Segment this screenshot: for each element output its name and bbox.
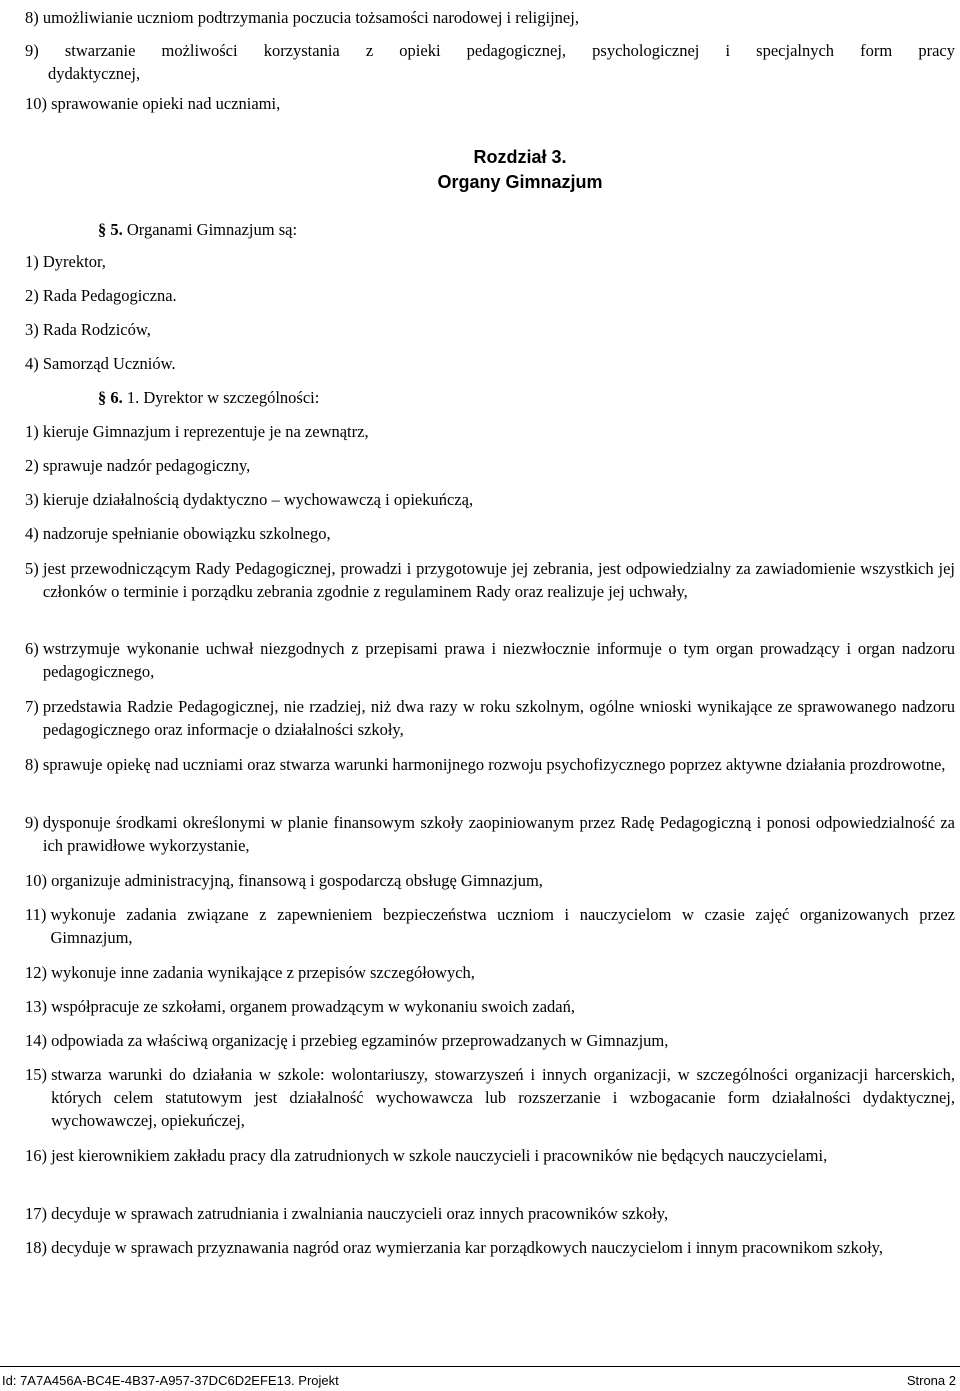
item-number: 5) <box>25 559 43 578</box>
footer-document-id: Id: 7A7A456A-BC4E-4B37-A957-37DC6D2EFE13. Projekt <box>2 1373 339 1388</box>
duty-item <box>25 1202 955 1225</box>
duty-item <box>25 1063 955 1132</box>
duty-item <box>25 903 955 949</box>
item-number: 1) <box>25 422 43 441</box>
duty-item <box>25 1029 955 1052</box>
list-item-9: 9) stwarzanie możliwości korzystania z opieki pedagogicznej, psychologicznej i specjalnych form pracy <box>25 41 955 60</box>
organ-item: 2) Rada Pedagogiczna. <box>25 286 177 305</box>
item-number: 7) <box>25 697 43 716</box>
item-text: stwarza warunki do działania w szkole: wolontariuszy, stowarzyszeń i innych organizacji, w szczególności organizacji harcerskich, których celem statutowym jest działalność wychowawcza lub rozszerzanie i wzbogacanie form działalności dydaktycznej, wychowawczej, opiekuńczej, <box>51 1065 955 1130</box>
duty-item <box>25 811 955 857</box>
duty-item <box>25 454 955 477</box>
item-text: jest przewodniczącym Rady Pedagogicznej, prowadzi i przygotowuje jej zebrania, jest odpowiedzialny za zawiadomienie wszystkich jej członków o terminie i porządku zebrania zgodnie z regulaminem Rady oraz realizuje jej uchwały, <box>42 559 955 601</box>
item-number: 12) <box>25 963 52 982</box>
item-text: kieruje Gimnazjum i reprezentuje je na zewnątrz, <box>42 422 369 441</box>
paragraph-6 <box>98 386 319 409</box>
duty-item <box>25 637 955 683</box>
item-number: 10) <box>25 871 52 890</box>
item-number: 4) <box>25 524 43 543</box>
duty-item <box>25 753 955 776</box>
duty-item <box>25 995 955 1018</box>
item-text: sprawuje nadzór pedagogiczny, <box>42 456 251 475</box>
paragraph-number: 6. <box>110 388 123 407</box>
chapter-title: Organy Gimnazjum <box>437 172 603 192</box>
item-text: organizuje administracyjną, finansową i gospodarczą obsługę Gimnazjum, <box>51 871 543 890</box>
item-text: współpracuje ze szkołami, organem prowadzącym w wykonaniu swoich zadań, <box>51 997 575 1016</box>
item-text: dysponuje środkami określonymi w planie finansowym szkoły zaopiniowanym przez Radę Pedagogiczną i ponosi odpowiedzialność za ich prawidłowe wykorzystanie, <box>42 813 955 855</box>
item-number: 17) <box>25 1204 52 1223</box>
paragraph-text: Organami Gimnazjum są: <box>126 220 298 239</box>
item-text: decyduje w sprawach zatrudniania i zwalniania nauczycieli oraz innych pracowników szkoły, <box>51 1204 669 1223</box>
duty-item <box>25 1236 955 1259</box>
paragraph-text: 1. Dyrektor w szczególności: <box>126 388 320 407</box>
duty-item <box>25 488 955 511</box>
item-text: przedstawia Radzie Pedagogicznej, nie rzadziej, niż dwa razy w roku szkolnym, ogólne wnioski wynikające ze sprawowanego nadzoru pedagogicznego oraz informacje o działalności szkoły, <box>42 697 955 739</box>
duty-item <box>25 961 955 984</box>
item-number: 9) <box>25 813 43 832</box>
item-number: 13) <box>25 997 52 1016</box>
footer-divider <box>0 1366 960 1367</box>
item-text: wstrzymuje wykonanie uchwał niezgodnych z przepisami prawa i niezwłocznie informuje o tym organ prowadzący i organ nadzoru pedagogicznego, <box>42 639 955 681</box>
organ-item: 1) Dyrektor, <box>25 252 106 271</box>
item-number: 18) <box>25 1238 52 1257</box>
item-number: 2) <box>25 456 43 475</box>
section-sign: § <box>98 388 107 407</box>
duty-item <box>25 869 955 892</box>
organ-item: 4) Samorząd Uczniów. <box>25 354 176 373</box>
list-item-8: 8) umożliwianie uczniom podtrzymania poczucia tożsamości narodowej i religijnej, <box>25 8 579 27</box>
item-text: kieruje działalnością dydaktyczno – wychowawczą i opiekuńczą, <box>42 490 474 509</box>
item-text: sprawuje opiekę nad uczniami oraz stwarza warunki harmonijnego rozwoju psychofizycznego poprzez aktywne działania prozdrowotne, <box>42 755 946 774</box>
item-number: 15) <box>25 1065 52 1084</box>
chapter-number: Rozdział 3. <box>473 147 567 167</box>
duty-item <box>25 522 955 545</box>
list-item-9-continuation: dydaktycznej, <box>48 64 141 83</box>
section-sign: § <box>98 220 107 239</box>
paragraph-5 <box>98 218 297 241</box>
duty-item <box>25 557 955 603</box>
item-number: 11) <box>25 905 51 924</box>
duty-item <box>25 420 955 443</box>
item-text: nadzoruje spełnianie obowiązku szkolnego, <box>42 524 331 543</box>
list-item-10: 10) sprawowanie opieki nad uczniami, <box>25 94 281 113</box>
duty-item <box>25 695 955 741</box>
item-text: wykonuje zadania związane z zapewnieniem bezpieczeństwa uczniom i nauczycielom w czasie zajęć organizowanych przez Gimnazjum, <box>50 905 955 947</box>
item-number: 8) <box>25 755 43 774</box>
item-text: odpowiada za właściwą organizację i przebieg egzaminów przeprowadzanych w Gimnazjum, <box>51 1031 669 1050</box>
item-text: wykonuje inne zadania wynikające z przepisów szczegółowych, <box>51 963 475 982</box>
item-number: 16) <box>25 1146 52 1165</box>
duty-item <box>25 1144 955 1167</box>
paragraph-number: 5. <box>110 220 123 239</box>
item-number: 6) <box>25 639 43 658</box>
footer-page-number: Strona 2 <box>906 1373 956 1388</box>
item-text: decyduje w sprawach przyznawania nagród oraz wymierzania kar porządkowych nauczycielom i innym pracownikom szkoły, <box>51 1238 883 1257</box>
item-text: jest kierownikiem zakładu pracy dla zatrudnionych w szkole nauczycieli i pracowników nie będących nauczycielami, <box>51 1146 828 1165</box>
item-number: 14) <box>25 1031 52 1050</box>
organ-item: 3) Rada Rodziców, <box>25 320 151 339</box>
item-number: 3) <box>25 490 43 509</box>
